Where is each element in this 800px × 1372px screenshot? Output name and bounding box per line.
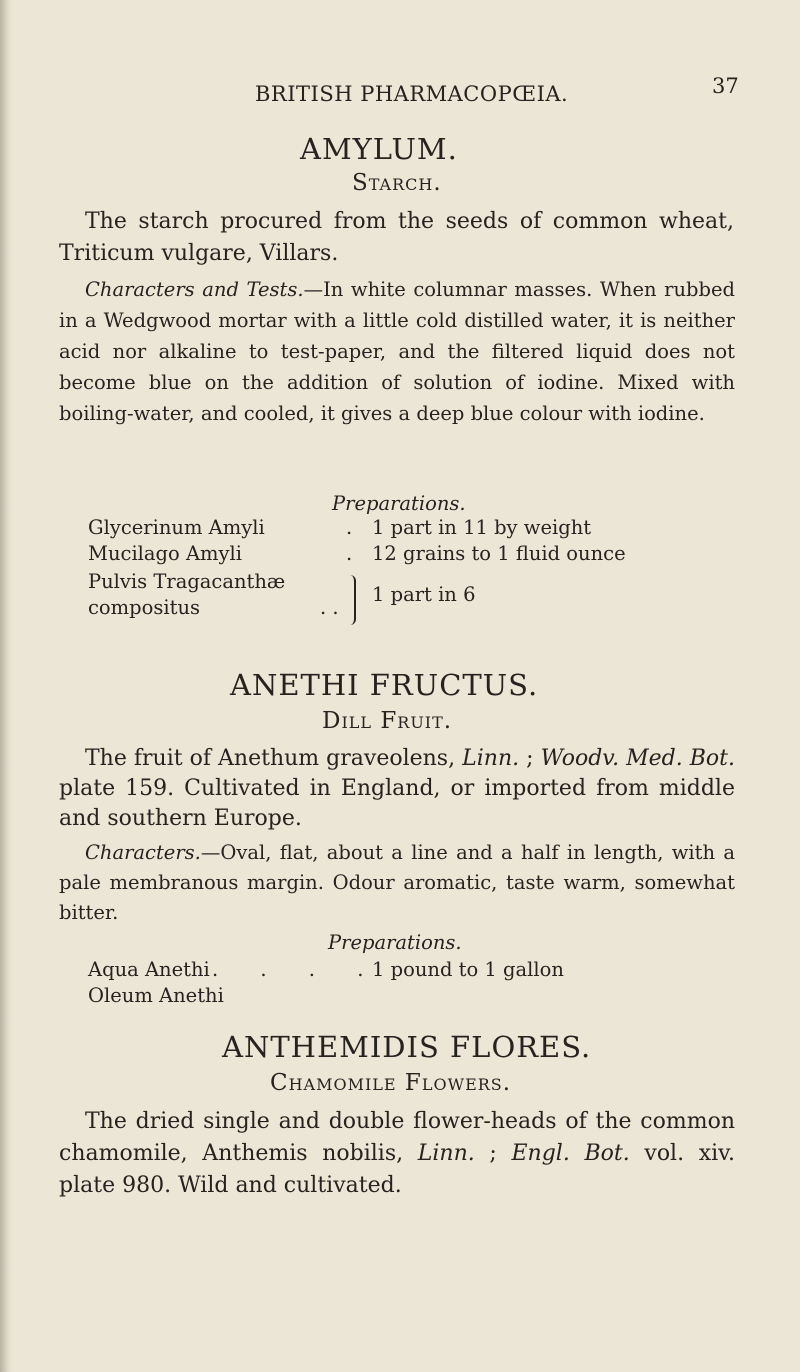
page-number: 37 bbox=[712, 74, 739, 98]
amylum-description bbox=[59, 206, 734, 270]
anthemidis-description bbox=[59, 1106, 735, 1202]
amylum-characters-text: —In white columnar masses. When rubbed in a Wedgwood mortar with a little cold distilled water, it is neither acid nor alkaline to test-paper, and the filtered liquid does not become blue on the addition of solution of iodine. Mixed with boiling-water, and cooled, it gives a deep blue colour with iodine. bbox=[59, 278, 736, 425]
anethi-characters bbox=[59, 838, 735, 928]
amylum-subtitle: Starch. bbox=[352, 170, 442, 196]
prep-value-mucilago: 12 grains to 1 fluid ounce bbox=[372, 542, 626, 565]
prep-name-pulvis: Pulvis Tragacanthæ bbox=[88, 570, 286, 593]
amylum-description-text: The starch procured from the seeds of common wheat, Triticum vulgare, Villars. bbox=[59, 209, 734, 266]
anethi-characters-label: Characters. bbox=[85, 841, 201, 864]
prep-value-aqua-anethi: 1 pound to 1 gallon bbox=[372, 958, 564, 981]
anthemidis-linn: Linn. bbox=[417, 1141, 475, 1166]
anethi-description-b: ; bbox=[519, 746, 541, 771]
anethi-description bbox=[59, 744, 735, 834]
prep-dots: . . bbox=[320, 596, 339, 619]
amylum-title: AMYLUM. bbox=[300, 132, 458, 166]
anethi-characters-text: —Oval, flat, about a line and a half in length, with a pale membranous margin. Odour aromatic, taste warm, somewhat bitter. bbox=[59, 841, 735, 924]
prep-name-oleum-anethi: Oleum Anethi bbox=[88, 984, 224, 1007]
anethi-linn: Linn. bbox=[462, 746, 520, 771]
prep-name-aqua-anethi: Aqua Anethi bbox=[88, 958, 210, 981]
anethi-subtitle: Dill Fruit. bbox=[322, 708, 453, 734]
prep-name-pulvis-line2: compositus bbox=[88, 596, 201, 619]
anthemidis-title: ANTHEMIDIS FLORES. bbox=[222, 1030, 592, 1064]
amylum-preparations-label: Preparations. bbox=[332, 492, 466, 515]
anethi-title: ANETHI FRUCTUS. bbox=[230, 668, 539, 702]
anthemidis-description-c: vol. xiv. plate 980. Wild and cultivated. bbox=[59, 1141, 735, 1198]
prep-dots: . . . . bbox=[212, 958, 382, 981]
amylum-characters bbox=[59, 274, 735, 429]
anthemidis-description-a: The dried single and double flower-heads of the common chamomile, Anthemis nobilis, bbox=[59, 1109, 735, 1166]
anthemidis-description-b: ; bbox=[474, 1141, 512, 1166]
anthemidis-engl-ref: Engl. Bot. bbox=[511, 1141, 630, 1166]
anethi-description-c: plate 159. Cultivated in England, or imported from middle and southern Europe. bbox=[59, 776, 735, 831]
brace-mark bbox=[348, 575, 356, 625]
prep-value-pulvis: 1 part in 6 bbox=[372, 583, 476, 606]
prep-value-glycerinum: 1 part in 11 by weight bbox=[372, 516, 592, 539]
prep-name-glycerinum: Glycerinum Amyli bbox=[88, 516, 265, 539]
amylum-characters-label: Characters and Tests. bbox=[85, 278, 304, 301]
prep-name-mucilago: Mucilago Amyli bbox=[88, 542, 243, 565]
anethi-woodv-ref: Woodv. Med. Bot. bbox=[540, 746, 735, 771]
anethi-description-a: The fruit of Anethum graveolens, bbox=[85, 746, 463, 771]
anthemidis-subtitle: Chamomile Flowers. bbox=[270, 1070, 512, 1096]
prep-dots: . bbox=[346, 516, 353, 539]
running-head: BRITISH PHARMACOPŒIA. bbox=[255, 82, 569, 106]
anethi-preparations-label: Preparations. bbox=[328, 931, 462, 954]
prep-dots: . bbox=[346, 542, 353, 565]
